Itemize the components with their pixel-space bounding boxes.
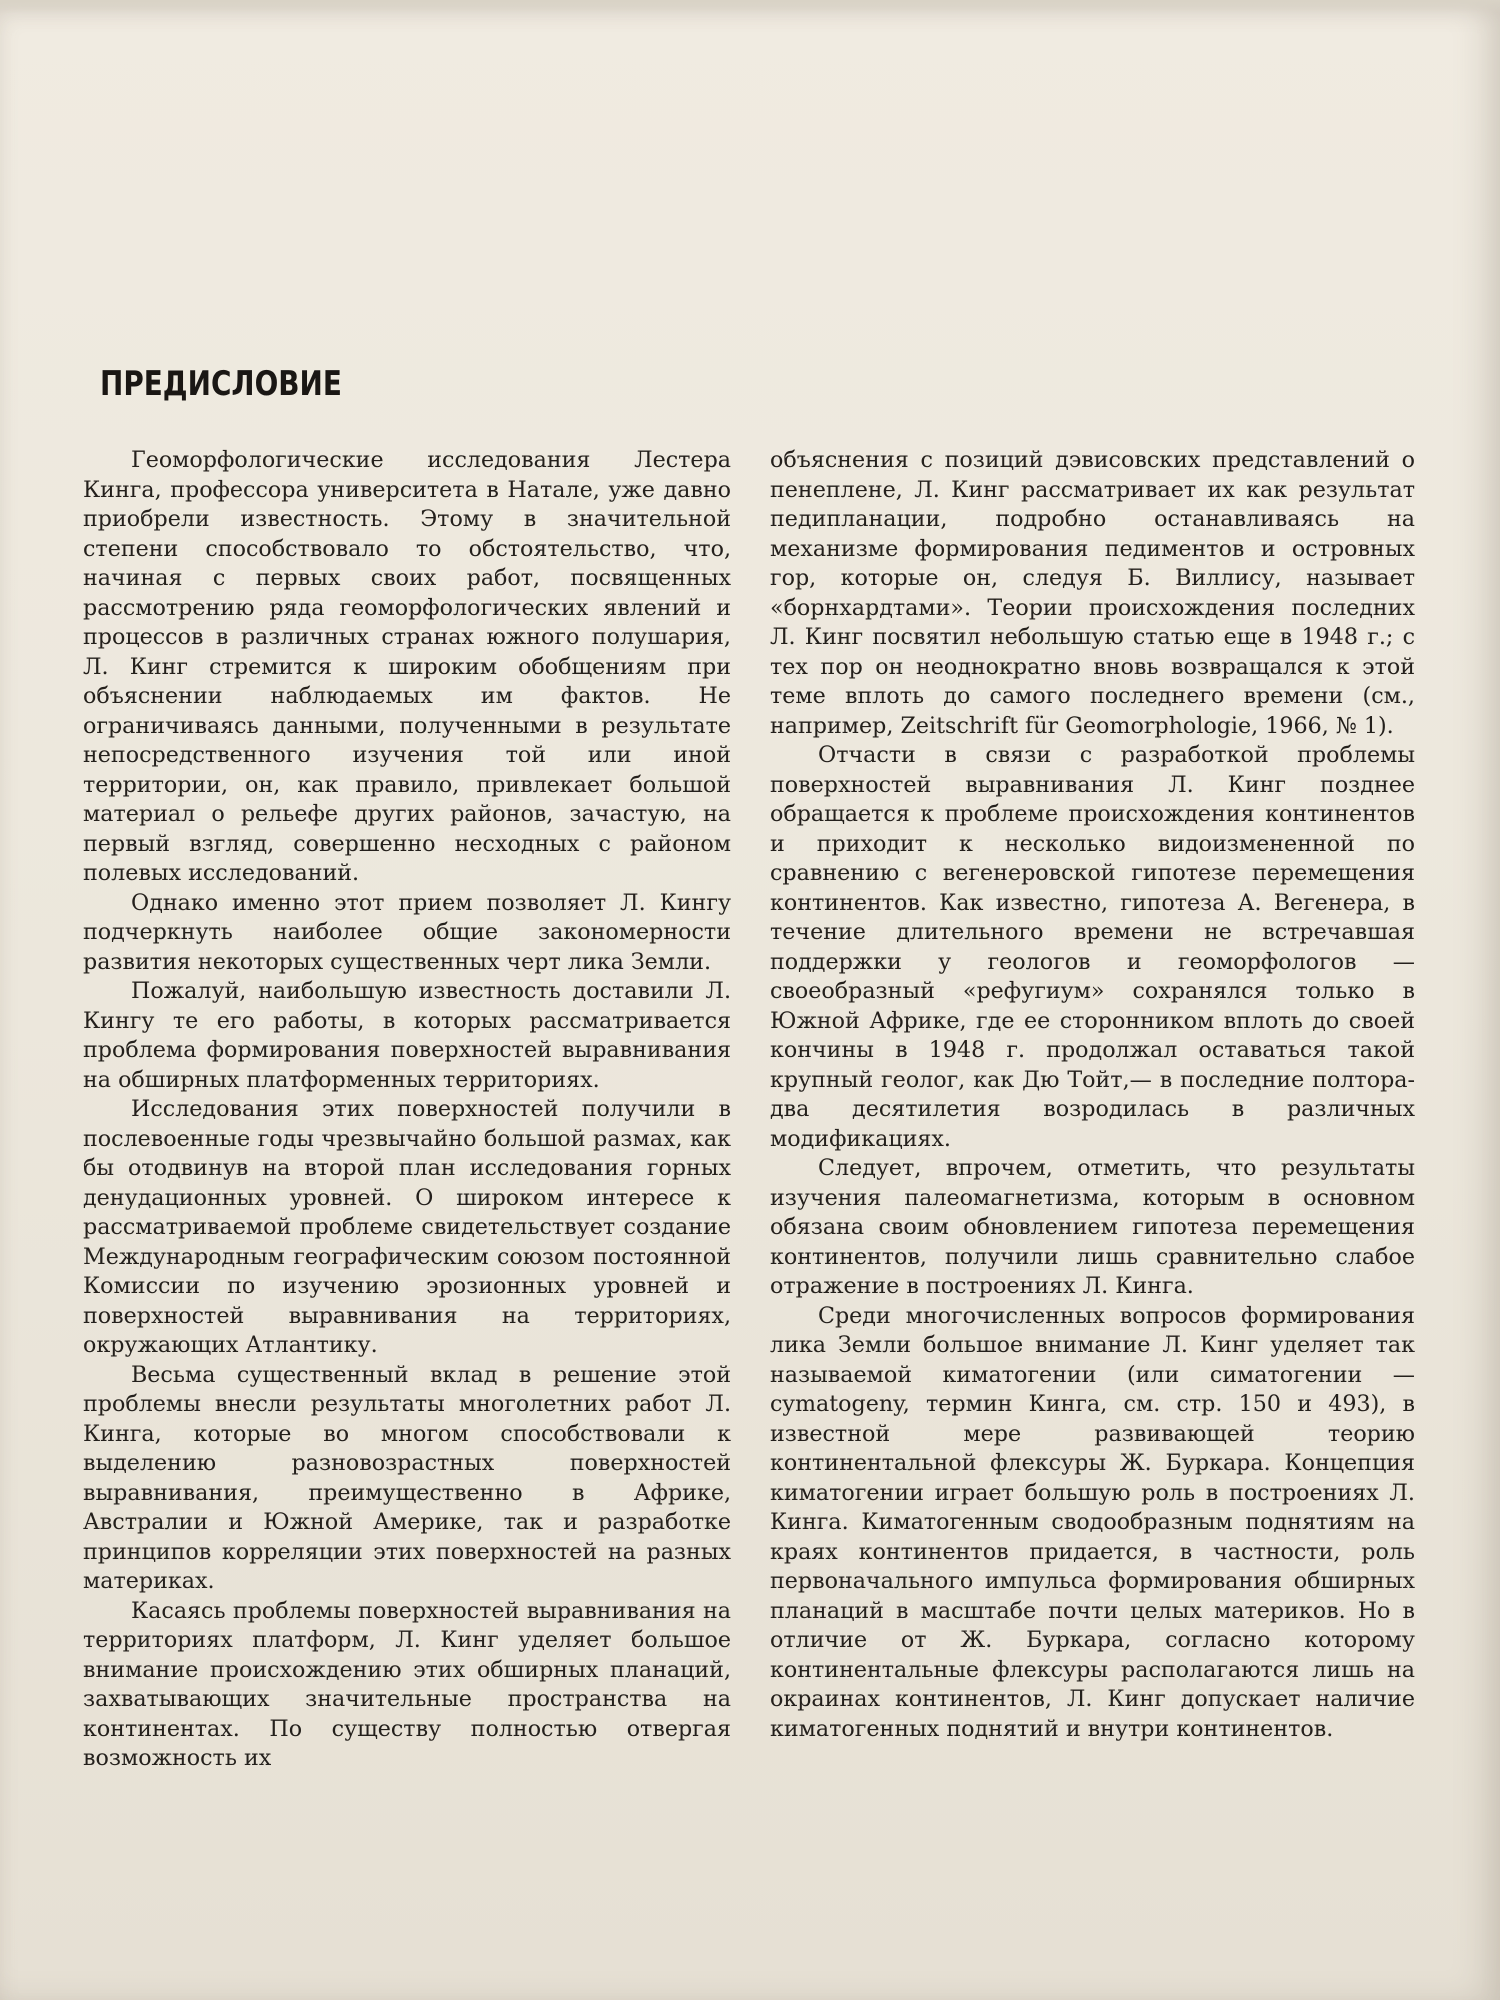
paragraph: Отчасти в связи с разработкой проблемы поверхностей выравнивания Л. Кинг позднее обращается к проблеме происхождения континентов и приходит к несколько видоизмененной по сравнению с вегенеровской гипотезе перемещения континентов. Как известно, гипотеза А. Вегенера, в течение длительного времени не встречавшая поддержки у геологов и геоморфологов — своеобразный «рефугиум» сохранялся только в Южной Африке, где ее сторонником вплоть до своей кончины в 1948 г. продолжал оставаться такой крупный геолог, как Дю Тойт,— в последние полтора-два десятилетия возродилась в различных модификациях. xyxy=(770,742,1415,1152)
paragraph: Весьма существенный вклад в решение этой проблемы внесли результаты многолетних работ Л. Кинга, которые во многом способствовали к выделению разновозрастных поверхностей выравнивания, преимущественно в Африке, Австралии и Южной Америке, так и разработке принципов корреляции этих поверхностей на разных материках. xyxy=(83,1361,731,1594)
paragraph: Исследования этих поверхностей получили в послевоенные годы чрезвычайно большой размах, как бы отодвинув на второй план исследования горных денудационных уровней. О широком интересе к рассматриваемой проблеме свидетельствует создание Международным географическим союзом постоянной Комиссии по изучению эрозионных уровней и поверхностей выравнивания на территориях, окружающих Атлантику. xyxy=(83,1096,731,1358)
paragraph-continued: объяснения с позиций дэвисовских представлений о пенеплене, Л. Кинг рассматривает их как результат педипланации, подробно останавливаясь на механизме формирования педиментов и островных гор, которые он, следуя Б. Виллису, называет «борнхардтами». Теории происхождения последних Л. Кинг посвятил небольшую статью еще в 1948 г.; с тех пор он неоднократно вновь возвращался к этой теме вплоть до самого последнего времени (см., например, Zeitschrift für Geomorphologie, 1966, № 1). xyxy=(770,447,1415,739)
paragraph: Однако именно этот прием позволяет Л. Кингу подчеркнуть наиболее общие закономерности развития некоторых существенных черт лика Земли. xyxy=(83,889,731,975)
paragraph: Пожалуй, наибольшую известность доставили Л. Кингу те его работы, в которых рассматривается проблема формирования поверхностей выравнивания на обширных платформенных территориях. xyxy=(83,978,731,1093)
left-column xyxy=(83,446,731,1774)
paragraph: Среди многочисленных вопросов формирования лика Земли большое внимание Л. Кинг уделяет так называемой киматогении (или симатогении — cymatogeny, термин Кинга, см. стр. 150 и 493), в известной мере развивающей теорию континентальной флексуры Ж. Буркара. Концепция киматогении играет большую роль в построениях Л. Кинга. Киматогенным сводообразным поднятиям на краях континентов придается, в частности, роль первоначального импульса формирования обширных планаций в масштабе почти целых материков. Но в отличие от Ж. Буркара, согласно которому континентальные флексуры располагаются лишь на окраинах континентов, Л. Кинг допускает наличие киматогенных поднятий и внутри континентов. xyxy=(770,1302,1415,1742)
paragraph: Геоморфологические исследования Лестера Кинга, профессора университета в Натале, уже давно приобрели известность. Этому в значительной степени способствовало то обстоятельство, что, начиная с первых своих работ, посвященных рассмотрению ряда геоморфологических явлений и процессов в различных странах южного полушария, Л. Кинг стремится к широким обобщениям при объяснении наблюдаемых им фактов. Не ограничиваясь данными, полученными в результате непосредственного изучения той или иной территории, он, как правило, привлекает большой материал о рельефе других районов, зачастую, на первый взгляд, совершенно несходных с районом полевых исследований. xyxy=(83,447,731,886)
page-top-edge xyxy=(0,0,1500,14)
right-column xyxy=(770,446,1415,1744)
paragraph: Следует, впрочем, отметить, что результаты изучения палеомагнетизма, которым в основном обязана своим обновлением гипотеза перемещения континентов, получили лишь сравнительно слабое отражение в построениях Л. Кинга. xyxy=(770,1155,1415,1299)
page-title: ПРЕДИСЛОВИЕ xyxy=(100,364,342,404)
paragraph: Касаясь проблемы поверхностей выравнивания на территориях платформ, Л. Кинг уделяет большое внимание происхождению этих обширных планаций, захватывающих значительные пространства на континентах. По существу полностью отвергая возможность их xyxy=(83,1597,731,1771)
